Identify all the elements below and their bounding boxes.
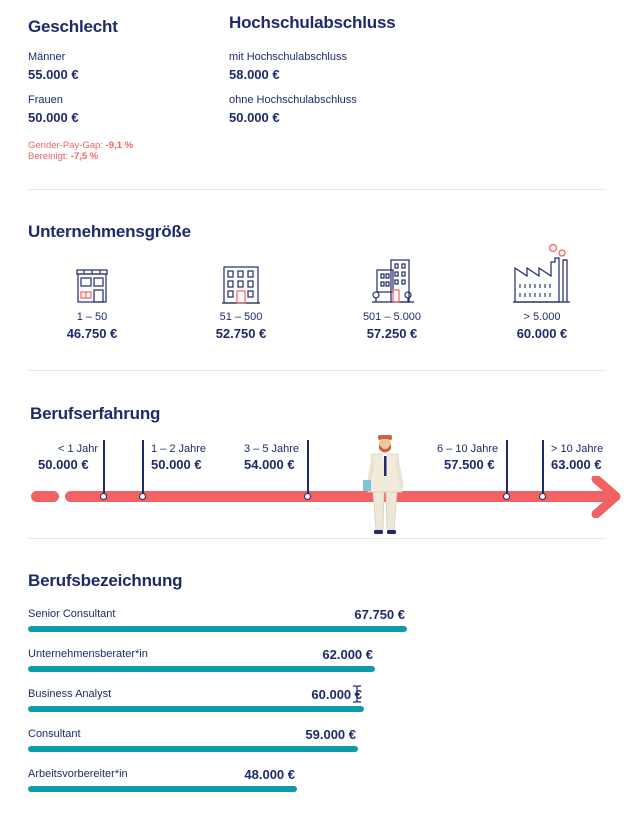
with-degree-value: 58.000 € (229, 67, 280, 82)
factory-icon (512, 242, 572, 304)
without-degree-label: ohne Hochschulabschluss (229, 94, 357, 106)
company-size-title: Unternehmensgröße (28, 222, 191, 241)
adjusted-pay-gap (28, 151, 98, 162)
company-size-range-2: 51 – 500 (219, 311, 263, 323)
adjusted-pay-gap-value: -7,5 % (70, 151, 99, 162)
job-title-label: Arbeitsvorbereiter*in (28, 768, 128, 780)
job-titles-title: Berufsbezeichnung (28, 571, 183, 590)
job-title-bar (28, 786, 297, 792)
company-size-value-2: 52.750 € (215, 326, 267, 341)
women-label: Frauen (28, 94, 63, 106)
experience-marker-dot-2 (139, 493, 146, 500)
job-title-bar (28, 666, 375, 672)
section-divider (28, 189, 606, 190)
gender-pay-gap-label: Gender-Pay-Gap: (28, 140, 103, 151)
office-building-icon (221, 263, 261, 305)
company-size-value-3: 57.250 € (366, 326, 418, 341)
experience-range-3: 3 – 5 Jahre (244, 443, 300, 455)
adjusted-pay-gap-label: Bereinigt: (28, 151, 69, 162)
experience-marker-5 (542, 440, 544, 496)
job-title-value: 60.000 € (311, 687, 362, 702)
timeline-arrow (28, 476, 624, 518)
experience-marker-2 (142, 440, 144, 496)
job-title-label: Senior Consultant (28, 608, 116, 620)
company-size-value-4: 60.000 € (516, 326, 568, 341)
experience-marker-dot-3 (304, 493, 311, 500)
gender-pay-gap-value: -9,1 % (105, 140, 134, 151)
with-degree-label: mit Hochschulabschluss (229, 51, 347, 63)
experience-range-5: > 10 Jahre (551, 443, 604, 455)
section-divider (28, 370, 606, 371)
gender-pay-gap (28, 140, 133, 151)
experience-value-1: 50.000 € (38, 457, 89, 472)
job-title-bar (28, 706, 364, 712)
experience-marker-3 (307, 440, 309, 496)
experience-range-1: < 1 Jahr (58, 443, 99, 455)
experience-value-4: 57.500 € (444, 457, 495, 472)
job-title-label: Unternehmensberater*in (28, 648, 148, 660)
shop-icon (76, 268, 108, 304)
company-size-range-4: > 5.000 (523, 311, 561, 323)
job-title-label: Consultant (28, 728, 81, 740)
job-title-bar (28, 626, 407, 632)
women-value: 50.000 € (28, 110, 79, 125)
degree-title: Hochschulabschluss (229, 13, 396, 32)
section-divider (28, 538, 606, 539)
experience-value-3: 54.000 € (244, 457, 295, 472)
men-label: Männer (28, 51, 66, 63)
experience-marker-dot-5 (539, 493, 546, 500)
men-value: 55.000 € (28, 67, 79, 82)
city-buildings-icon (371, 258, 415, 304)
experience-range-4: 6 – 10 Jahre (437, 443, 499, 455)
job-title-value: 62.000 € (322, 647, 373, 662)
experience-marker-dot-1 (100, 493, 107, 500)
experience-value-5: 63.000 € (551, 457, 602, 472)
experience-value-2: 50.000 € (151, 457, 202, 472)
gender-title: Geschlecht (28, 17, 118, 36)
job-title-label: Business Analyst (28, 688, 112, 700)
experience-range-2: 1 – 2 Jahre (151, 443, 207, 455)
experience-marker-4 (506, 440, 508, 496)
experience-marker-1 (103, 440, 105, 496)
company-size-range-1: 1 – 50 (76, 311, 108, 323)
job-title-bar (28, 746, 358, 752)
without-degree-value: 50.000 € (229, 110, 280, 125)
company-size-value-1: 46.750 € (66, 326, 118, 341)
company-size-range-3: 501 – 5.000 (362, 311, 422, 323)
experience-title: Berufserfahrung (30, 404, 161, 423)
experience-marker-dot-4 (503, 493, 510, 500)
businessman-illustration-icon (360, 432, 410, 540)
job-title-value: 59.000 € (305, 727, 356, 742)
job-title-value: 48.000 € (244, 767, 295, 782)
text-cursor-icon (351, 685, 363, 703)
job-title-value: 67.750 € (354, 607, 405, 622)
